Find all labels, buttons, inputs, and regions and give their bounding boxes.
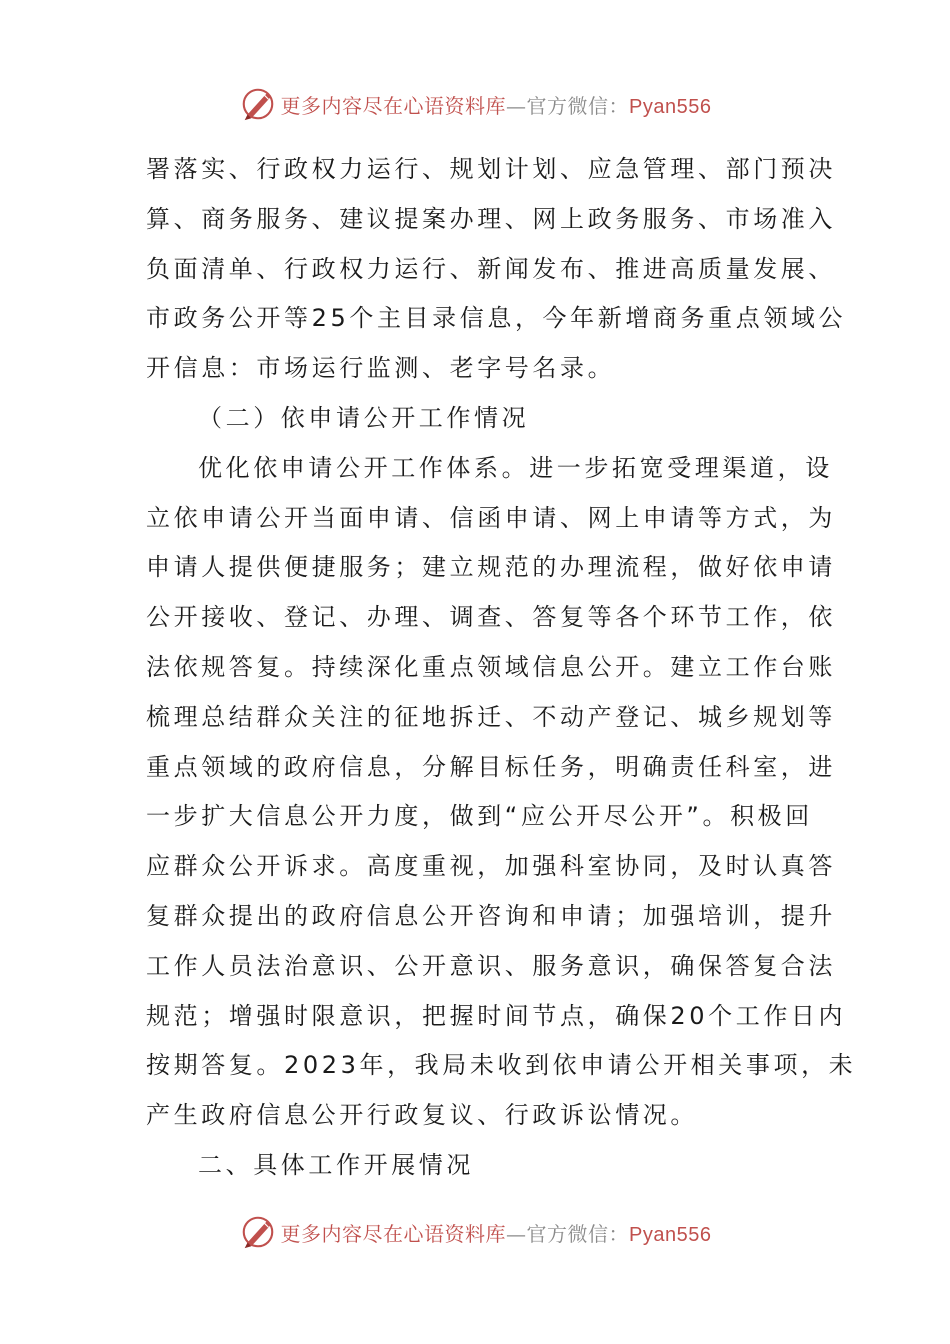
section-heading-work: [146, 1141, 806, 1191]
text-line: 按期答复。2023年，我局未收到依申请公开相关事项，未: [146, 1051, 857, 1080]
text-line: 署落实、行政权力运行、规划计划、应急管理、部门预决: [146, 155, 836, 183]
text-line: 负面清单、行政权力运行、新闻发布、推进高质量发展、: [146, 254, 836, 283]
header-watermark: [0, 82, 950, 126]
paragraph-continued: [146, 145, 847, 394]
watermark-wechat-id: Pyan556: [629, 1223, 712, 1246]
text-line: 申请人提供便捷服务；建立规范的办理流程，做好依申请: [146, 553, 836, 582]
pen-logo-icon: [239, 85, 277, 123]
text-line: 市政务公开等25个主目录信息，今年新增商务重点领域公: [146, 304, 847, 333]
text-line: 法依规答复。持续深化重点领域信息公开。建立工作台账: [146, 652, 836, 681]
text-line: 重点领域的政府信息，分解目标任务，明确责任科室，进: [146, 752, 836, 781]
document-body: [146, 145, 857, 1191]
watermark-official: 官方微信：: [526, 1221, 630, 1246]
text-line: 复群众提出的政府信息公开咨询和申请；加强培训，提升: [146, 901, 836, 930]
text-line: 立依申请公开当面申请、信函申请、网上申请等方式，为: [146, 503, 836, 532]
watermark-label: [281, 1218, 712, 1247]
heading-text: （二）依申请公开工作情况: [198, 403, 530, 432]
watermark-text: 更多内容尽在心语资料库: [280, 1221, 507, 1246]
pen-logo-icon: [239, 1213, 277, 1251]
text-line: 规范；增强时限意识，把握时间节点，确保20个工作日内: [146, 1001, 847, 1030]
watermark-text: 更多内容尽在心语资料库: [280, 93, 507, 118]
text-line: 工作人员法治意识、公开意识、服务意识，确保答复合法: [146, 951, 836, 980]
text-line: 优化依申请公开工作体系。进一步拓宽受理渠道，设: [198, 453, 833, 482]
text-line: 梳理总结群众关注的征地拆迁、不动产登记、城乡规划等: [146, 702, 836, 731]
watermark-official: 官方微信：: [526, 93, 630, 118]
watermark-wechat-id: Pyan556: [629, 95, 712, 118]
watermark-dash: —: [506, 1221, 527, 1246]
watermark-dash: —: [506, 93, 527, 118]
text-line: 产生政府信息公开行政复议、行政诉讼情况。: [146, 1101, 698, 1130]
text-line: 公开接收、登记、办理、调查、答复等各个环节工作，依: [146, 603, 836, 632]
paragraph-application: [146, 444, 857, 1141]
text-line: 应群众公开诉求。高度重视，加强科室协同，及时认真答: [146, 852, 836, 881]
heading-text: 二、具体工作开展情况: [198, 1150, 474, 1179]
watermark-label: [281, 90, 712, 119]
text-line: 算、商务服务、建议提案办理、网上政务服务、市场准入: [146, 204, 836, 233]
footer-watermark: [0, 1210, 950, 1254]
text-line: 开信息：市场运行监测、老字号名录。: [146, 354, 616, 383]
text-line: 一步扩大信息公开力度，做到“应公开尽公开”。积极回: [146, 802, 813, 831]
section-heading-application: [146, 394, 806, 444]
